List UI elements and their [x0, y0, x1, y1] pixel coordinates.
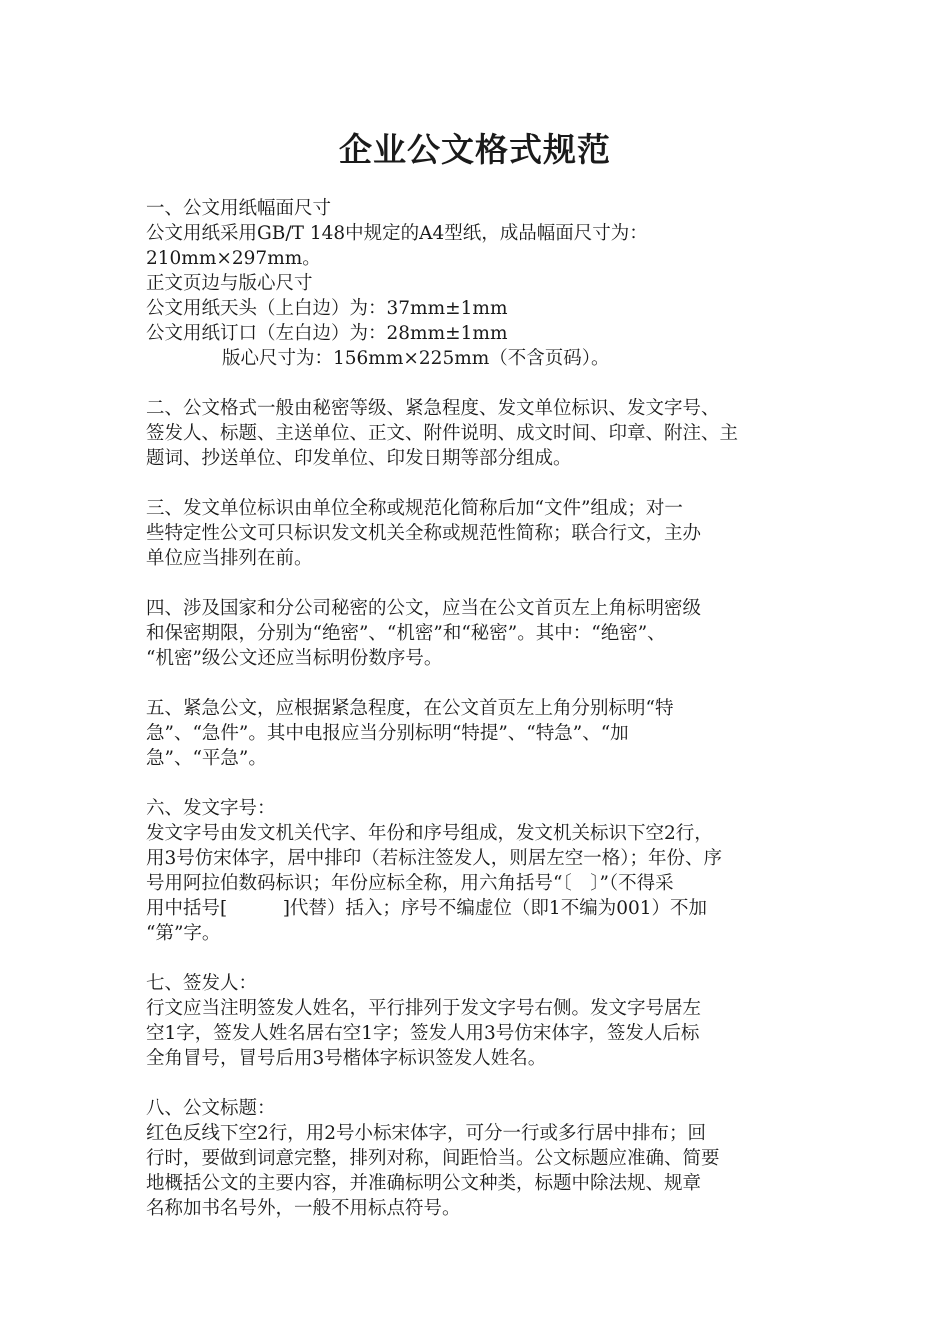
- paragraph-line: 些特定性公文可只标识发文机关全称或规范性简称；联合行文，主办: [146, 523, 702, 544]
- paragraph-line: 红色反线下空2行，用2号小标宋体字，可分一行或多行居中排布；回: [146, 1123, 707, 1144]
- paragraph-line: 版心尺寸为：156mm×225mm（不含页码）。: [222, 348, 610, 369]
- paragraph-line: 正文页边与版心尺寸: [146, 273, 313, 294]
- section-8: [146, 1096, 811, 1221]
- paragraph-line: 单位应当排列在前。: [146, 548, 313, 569]
- paragraph-line: 空1字，签发人姓名居右空1字；签发人用3号仿宋体字，签发人后标: [146, 1023, 700, 1044]
- paragraph-line: 行时，要做到词意完整，排列对称，间距恰当。公文标题应准确、简要: [146, 1148, 720, 1169]
- paragraph-line: 地概括公文的主要内容，并准确标明公文种类，标题中除法规、规章: [146, 1173, 702, 1194]
- paragraph-line: 用3号仿宋体字，居中排印（若标注签发人，则居左空一格）；年份、序: [146, 848, 723, 869]
- section-heading: 七、签发人：: [146, 973, 258, 994]
- section-6: [146, 796, 811, 946]
- paragraph-line: 210mm×297mm。: [146, 248, 321, 269]
- section-3: [146, 496, 811, 571]
- document-body: [146, 196, 811, 1221]
- section-1: [146, 196, 811, 371]
- paragraph-line: 和保密期限，分别为“绝密”、“机密”和“秘密”。其中：“绝密”、: [146, 623, 666, 644]
- paragraph-line: 急”、“平急”。: [146, 748, 267, 769]
- section-5: [146, 696, 811, 771]
- paragraph-line: “第”字。: [146, 923, 221, 944]
- paragraph-line: 名称加书名号外，一般不用标点符号。: [146, 1198, 461, 1219]
- section-heading: 六、发文字号：: [146, 798, 276, 819]
- paragraph-line: 四、涉及国家和分公司秘密的公文，应当在公文首页左上角标明密级: [146, 598, 702, 619]
- paragraph-line: 全角冒号，冒号后用3号楷体字标识签发人姓名。: [146, 1048, 547, 1069]
- paragraph-line: 用中括号[ ]代替）括入；序号不编虚位（即1不编为001）不加: [146, 898, 708, 919]
- paragraph-line: 行文应当注明签发人姓名，平行排列于发文字号右侧。发文字号居左: [146, 998, 702, 1019]
- paragraph-line: 号用阿拉伯数码标识；年份应标全称，用六角括号“〔 〕”（不得采: [146, 873, 674, 894]
- paragraph-line: 签发人、标题、主送单位、正文、附件说明、成文时间、印章、附注、主: [146, 423, 739, 444]
- paragraph-line: 发文字号由发文机关代字、年份和序号组成，发文机关标识下空2行，: [146, 823, 713, 844]
- section-heading: 八、公文标题：: [146, 1098, 276, 1119]
- section-7: [146, 971, 811, 1071]
- paragraph-line: 公文用纸订口（左白边）为：28mm±1mm: [146, 323, 508, 344]
- section-heading: 一、公文用纸幅面尺寸: [146, 198, 332, 219]
- paragraph-line: 公文用纸采用GB/T 148中规定的A4型纸，成品幅面尺寸为：: [146, 223, 648, 244]
- section-4: [146, 596, 811, 671]
- paragraph-line: 题词、抄送单位、印发单位、印发日期等部分组成。: [146, 448, 572, 469]
- paragraph-line: 二、公文格式一般由秘密等级、紧急程度、发文单位标识、发文字号、: [146, 398, 720, 419]
- paragraph-line: 五、紧急公文，应根据紧急程度，在公文首页左上角分别标明“特: [146, 698, 674, 719]
- document-title: 企业公文格式规范: [339, 130, 611, 169]
- paragraph-line: 公文用纸天头（上白边）为：37mm±1mm: [146, 298, 508, 319]
- paragraph-line: 急”、“急件”。其中电报应当分别标明“特提”、“特急”、“加: [146, 723, 629, 744]
- section-2: [146, 396, 811, 471]
- paragraph-line: “机密”级公文还应当标明份数序号。: [146, 648, 443, 669]
- paragraph-line: 三、发文单位标识由单位全称或规范化简称后加“文件”组成；对一: [146, 498, 683, 519]
